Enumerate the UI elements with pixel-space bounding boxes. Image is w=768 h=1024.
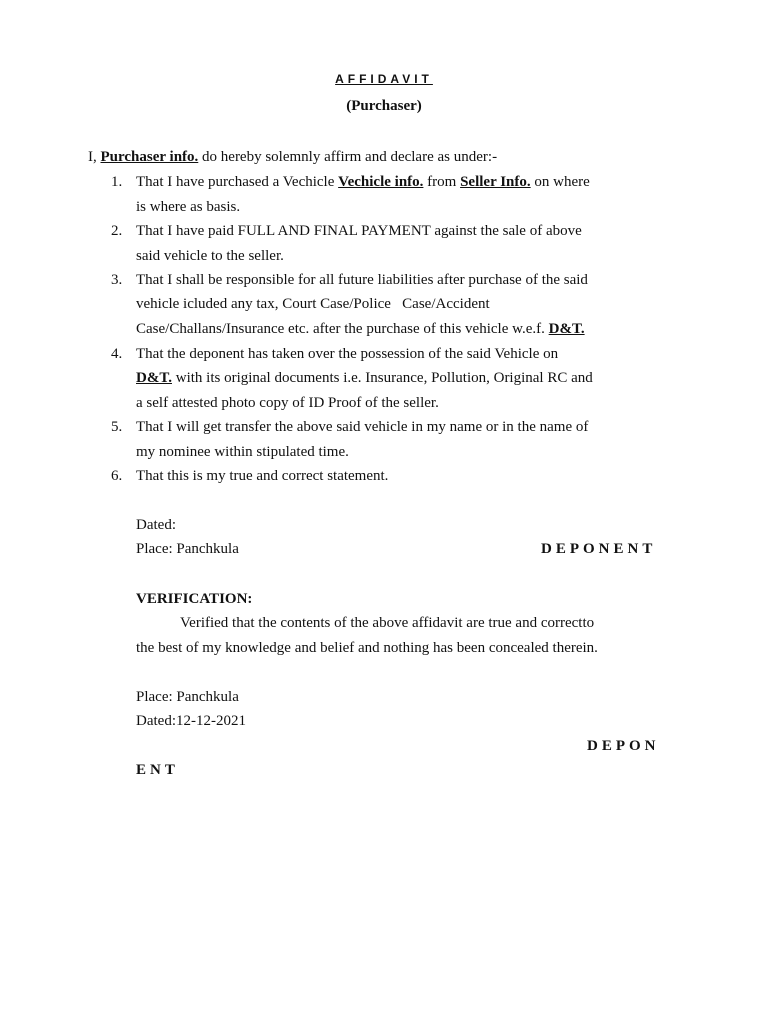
item-number: 1.: [111, 174, 123, 190]
intro-line: [88, 149, 497, 166]
item-4-line-1: That the deponent has taken over the possession of the said Vehicle on: [136, 346, 559, 362]
verification-place: Place: Panchkula: [136, 689, 239, 705]
item-4-line-3: a self attested photo copy of ID Proof of the seller.: [136, 395, 439, 411]
intro-rest: do hereby solemnly affirm and declare as under:-: [202, 149, 498, 165]
item-1-line-2: is where as basis.: [136, 199, 241, 215]
verification-line-1: Verified that the contents of the above affidavit are true and correctto: [180, 615, 595, 631]
item-3-text-a: Case/Challans/Insurance etc. after the purchase of this vehicle w.e.f.: [136, 321, 545, 337]
item-number: 5.: [111, 419, 123, 435]
item-1-text-b: on where: [534, 174, 590, 190]
seller-info-field: Seller Info.: [460, 174, 531, 190]
verification-deponent-part-1: DEPON: [587, 738, 660, 754]
verification-dated: Dated:12-12-2021: [136, 713, 246, 729]
document-subtitle: (Purchaser): [346, 98, 422, 114]
place-label: Place: Panchkula: [136, 541, 239, 557]
item-5-line-2: my nominee within stipulated time.: [136, 444, 349, 460]
item-3-line-1: That I shall be responsible for all future liabilities after purchase of the said: [136, 272, 588, 288]
item-number: 3.: [111, 272, 123, 288]
item-5-line-1: That I will get transfer the above said vehicle in my name or in the name of: [136, 419, 589, 435]
verification-line-2: the best of my knowledge and belief and nothing has been concealed therein.: [136, 640, 598, 656]
item-3-line-3: [136, 321, 585, 338]
date-time-field: D&T.: [136, 370, 172, 386]
vehicle-info-field: Vechicle info.: [338, 174, 424, 190]
date-time-field: D&T.: [548, 321, 585, 337]
item-number: 4.: [111, 346, 123, 362]
verification-heading: VERIFICATION:: [136, 591, 253, 607]
document-title: AFFIDAVIT: [335, 72, 433, 86]
item-6-line-1: That this is my true and correct statement.: [136, 468, 389, 484]
item-1-from: from: [427, 174, 457, 190]
purchaser-info-field: Purchaser info.: [100, 149, 199, 165]
item-4-text-b: with its original documents i.e. Insurance, Pollution, Original RC and: [175, 370, 593, 386]
dated-label: Dated:: [136, 517, 176, 533]
item-1-text-a: That I have purchased a Vechicle: [136, 174, 335, 190]
item-2-line-2: said vehicle to the seller.: [136, 248, 284, 264]
intro-prefix: I,: [88, 149, 97, 165]
item-number: 2.: [111, 223, 123, 239]
deponent-signature: DEPONENT: [541, 541, 657, 557]
item-3-line-2: vehicle icluded any tax, Court Case/Police Case/Accident: [136, 296, 490, 312]
item-4-line-2: [136, 370, 593, 387]
verification-deponent-part-2: ENT: [136, 762, 179, 778]
item-number: 6.: [111, 468, 123, 484]
item-1-line-1: [136, 174, 590, 191]
item-2-line-1: That I have paid FULL AND FINAL PAYMENT against the sale of above: [136, 223, 582, 239]
